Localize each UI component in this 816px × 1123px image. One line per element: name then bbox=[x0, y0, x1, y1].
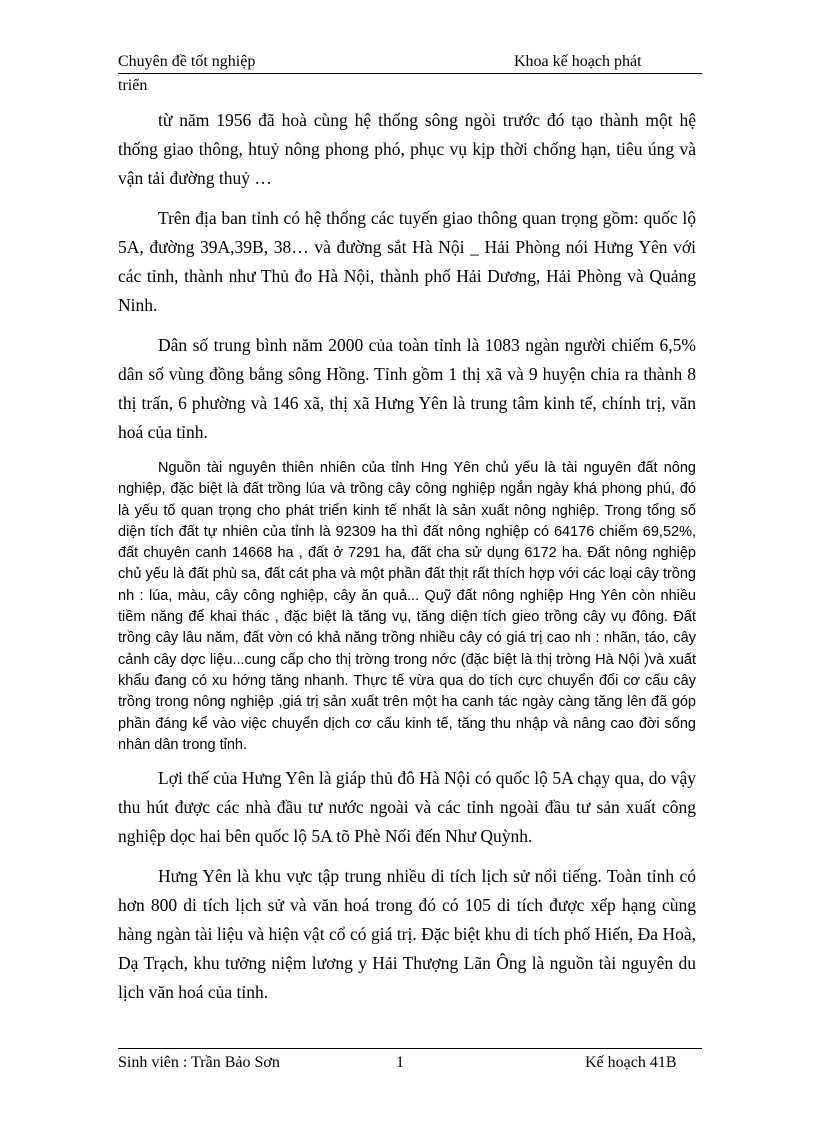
paragraph-historic-sites: Hưng Yên là khu vực tập trung nhiều di tích lịch sử nổi tiếng. Toàn tỉnh có hơn 800 di tích lịch sử và văn hoá trong đó có 105 di tích được xếp hạng cùng hàng ngàn tài liệu và hiện vật cổ có giá trị. Đặc biệt khu di tích phố Hiến, Đa Hoà, Dạ Trạch, khu tưởng niệm lương y Hải Thượng Lãn Ông là nguồn tài nguyên du lịch văn hoá của tỉnh. bbox=[118, 866, 696, 1003]
page-header bbox=[118, 53, 702, 74]
paragraph-transport: Trên địa ban tỉnh có hệ thống các tuyến giao thông quan trọng gồm: quốc lộ 5A, đường 39A,39B, 38… và đường sắt Hà Nội _ Hải Phòng nói Hưng Yên với các tỉnh, thành như Thủ đo Hà Nội, thành phố Hải Dương, Hải Phòng và Quảng Ninh. bbox=[118, 208, 696, 315]
paragraph-location-advantage: Lợi thế của Hưng Yên là giáp thủ đô Hà Nội có quốc lộ 5A chạy qua, do vậy thu hút được các nhà đầu tư nước ngoài và các tỉnh ngoài đầu tư sản xuất công nghiệp dọc hai bên quốc lộ 5A tõ Phè Nối đến Như Quỳnh. bbox=[118, 768, 696, 847]
header-title-left: Chuyên đề tốt nghiệp bbox=[118, 53, 256, 70]
paragraph-population: Dân số trung bình năm 2000 của toàn tỉnh là 1083 ngàn người chiếm 6,5% dân số vùng đồng bằng sông Hồng. Tỉnh gồm 1 thị xã và 9 huyện chia ra thành 8 thị trấn, 6 phường và 146 xã, thị xã Hưng Yên là trung tâm kinh tế, chính trị, văn hoá của tỉnh. bbox=[118, 335, 696, 442]
footer-student: Sinh viên : Trần Bảo Sơn bbox=[118, 1054, 280, 1071]
header-title-wrap: triển bbox=[118, 77, 148, 94]
paragraph-waterways: từ năm 1956 đã hoà cùng hệ thống sông ngòi trước đó tạo thành một hệ thống giao thông, htuỷ nông phong phó, phục vụ kịp thời chống hạn, tiêu úng và vận tải đường thuỷ … bbox=[118, 110, 696, 188]
page-number: 1 bbox=[396, 1054, 404, 1071]
document-body bbox=[118, 106, 696, 1018]
paragraph-natural-resources: Nguồn tài nguyên thiên nhiên của tỉnh Hng Yên chủ yếu là tài nguyên đất nông nghiệp, đặc biệt là đất trồng lúa và trồng cây công nghiệp ngắn ngày khá phong phú, đó là yếu tố quan trọng cho phát triển kinh tế nhất là sản xuất nông nghiệp. Trong tổng số diện tích đất tự nhiên của tỉnh là 92309 ha thì đất nông nghiệp có 64176 chiếm 69,52%, đất chuyên canh 14668 ha , đất ở 7291 ha, đất cha sử dụng 6172 ha. Đất nông nghiệp chủ yếu là đất phù sa, đất cát pha và một phần đất thịt rất thích hợp với các loại cây trồng nh : lúa, màu, cây công nghiệp, cây ăn quả... Quỹ đất nông nghiệp Hng Yên còn nhiều tiềm năng để khai thác , đặc biệt là tăng vụ, tăng diện tích gieo trồng cây vụ đông. Đất trồng cây lâu năm, đất vờn có khả năng trồng nhiều cây có giá trị cao nh : nhãn, táo, cây cảnh cây dợc liệu...cung cấp cho thị trờng trong nớc (đặc biệt là thị trờng Hà Nội )và xuất khẩu đang có xu hớng tăng nhanh. Thực tế vừa qua do tích cực chuyển đổi cơ cấu cây trồng trong nông nghiệp ,giá trị sản xuất trên một ha canh tác ngày càng tăng lên đã góp phần đáng kể vào việc chuyển dịch cơ cấu kinh tế, tăng thu nhập và nâng cao đời sống nhân dân trong tỉnh. bbox=[118, 460, 696, 753]
header-title-right: Khoa kế hoạch phát bbox=[514, 53, 642, 70]
footer-class: Kế hoạch 41B bbox=[585, 1054, 677, 1071]
page-footer bbox=[118, 1048, 702, 1073]
